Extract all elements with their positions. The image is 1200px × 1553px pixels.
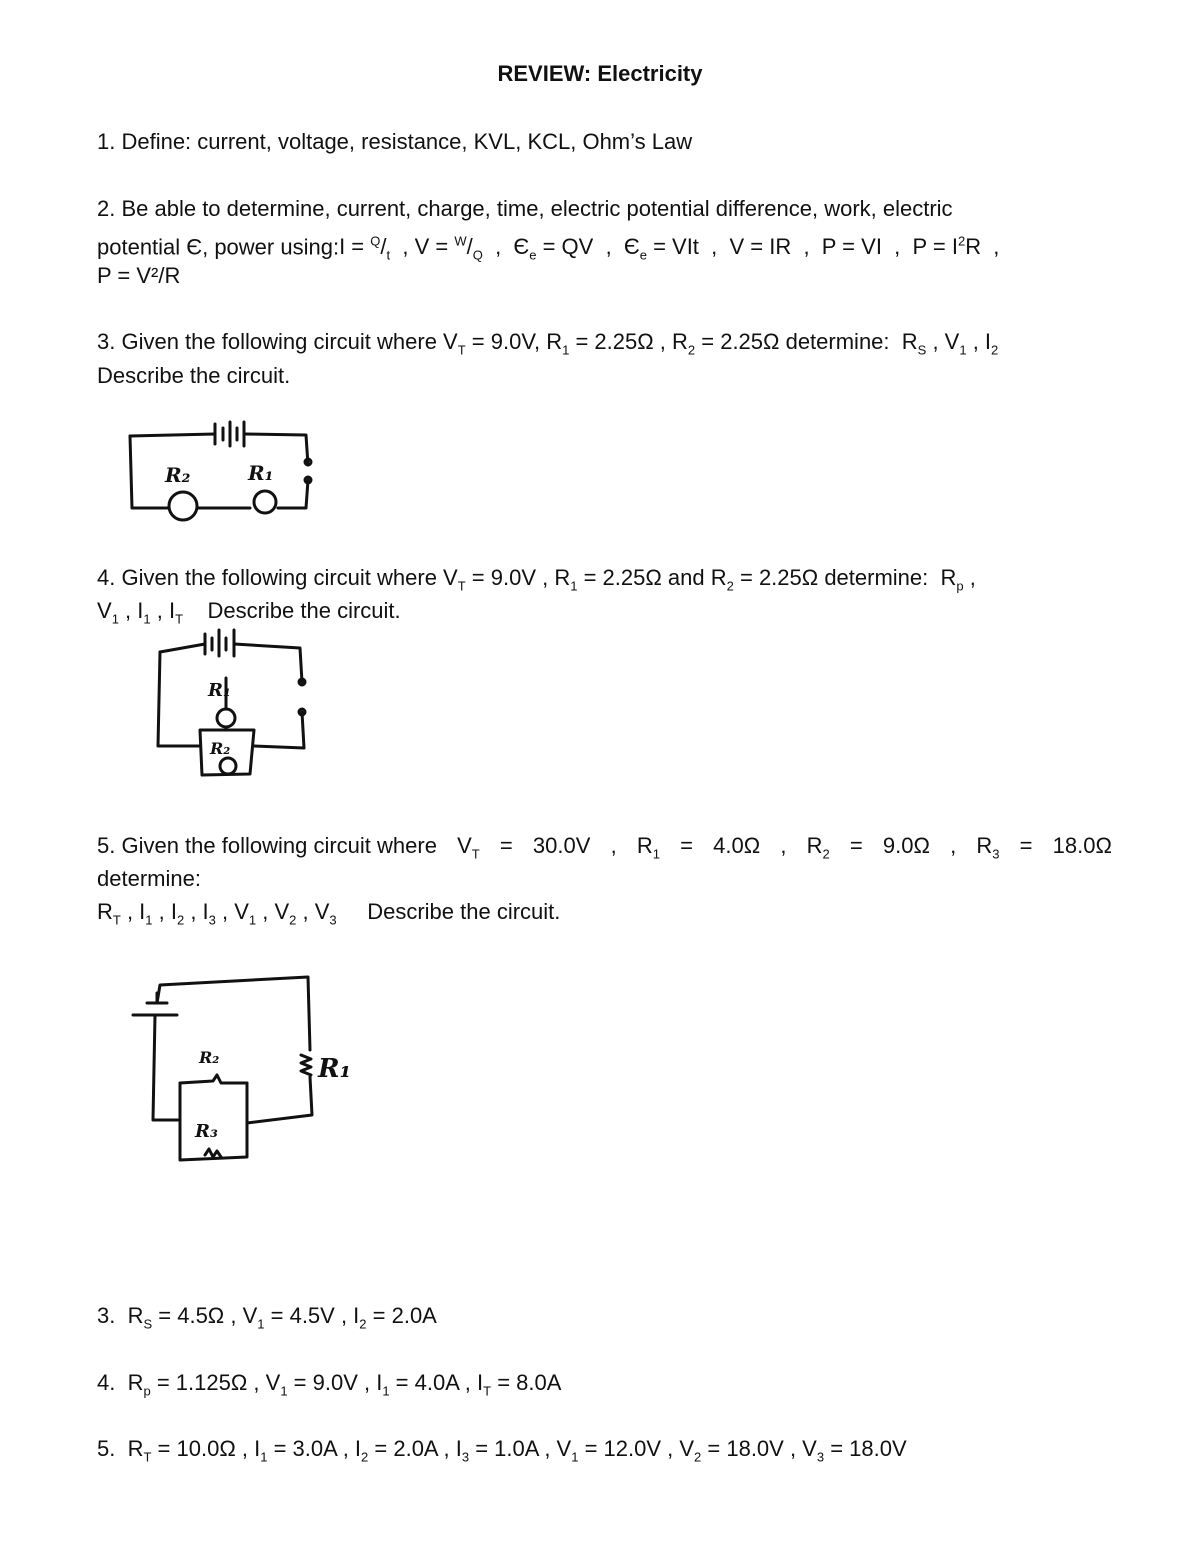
page-title: REVIEW: Electricity [497, 61, 703, 86]
question-4-line-1: 4. Given the following circuit where $V_T = 9.0V$ , $R_1 = 2.25\Omega$ and $R_2 = 2.25\Omega$ determine: $R_p$ , [97, 565, 976, 594]
question-1: 1. Define: current, voltage, resistance, KVL, KCL, Ohm’s Law [97, 129, 693, 154]
question-5-line-3: $R_T$ , $I_1$ , $I_2$ , $I_3$ , $V_1$ , $V_2$ , $V_3$ Describe the circuit. [97, 899, 561, 928]
question-2-line-2 [97, 226, 999, 272]
circuit-label-r2: R₂ [199, 1048, 220, 1067]
question-3-prefix: 3. Given the following circuit where [97, 329, 437, 354]
question-5-line-2: determine: [97, 866, 201, 891]
answer-3: 3. $R_S = 4.5\Omega$ , $V_1 = 4.5V$ , $I_2 = 2.0A$ [97, 1303, 437, 1332]
formula-list: $I = ^Q/_t$ , $V = ^W/_Q$ , $Є_e$ = QV , $Є_e$ = VIt , V = IR , P = VI , $P = I^2R$ , [339, 234, 1000, 263]
question-4-prefix: 4. Given the following circuit where [97, 565, 437, 590]
question-5-prefix: 5. Given the following circuit where [97, 833, 437, 858]
answer-5: 5. $R_T = 10.0\Omega$ , $I_1 = 3.0A$ , $I_2 = 2.0A$ , $I_3 = 1.0A$ , $V_1 = 12.0V$ , $V_2 = 18.0V$ , $V_3 = 18.0V$ [97, 1436, 907, 1465]
answer-4-label: 4. [97, 1370, 116, 1395]
question-2-line-1: 2. Be able to determine, current, charge, time, electric potential difference, work, electric [97, 196, 953, 221]
parallel-circuit-diagram [150, 620, 320, 785]
answer-4: 4. $R_p = 1.125\Omega$ , $V_1 = 9.0V$ , $I_1 = 4.0A$ , $I_T = 8.0A$ [97, 1370, 562, 1399]
circuit-label-r1: R₁ [208, 680, 231, 701]
circuit-label-r1: R₁ [318, 1054, 351, 1084]
question-5-describe: Describe the circuit. [367, 899, 561, 924]
circuit-label-r2: R₂ [210, 739, 231, 758]
question-4-line-2: $V_1$ , $I_1$ , $I_T$ Describe the circuit. [97, 598, 401, 627]
question-5-line-1: 5. Given the following circuit where $V_T$ = 30.0V , $R_1$ = 4.0Ω , $R_2$ = 9.0Ω , $R_3$ = 18.0Ω [97, 830, 1112, 870]
answer-5-label: 5. [97, 1436, 116, 1461]
question-3-line-2: Describe the circuit. [97, 363, 291, 388]
circuit-label-r1: R₁ [248, 461, 274, 485]
question-2-prefix: potential Є, power using: [97, 234, 340, 260]
circuit-label-r2: R₂ [165, 463, 191, 487]
answer-3-label: 3. [97, 1303, 116, 1328]
question-3-line-1: 3. Given the following circuit where $V_T = 9.0V$, $R_1 = 2.25\Omega$ , $R_2 = 2.25\Omega$ determine: $R_S$ , $V_1$ , $I_2$ [97, 329, 999, 358]
combination-circuit-diagram [125, 965, 365, 1170]
question-4-describe: Describe the circuit. [207, 598, 401, 623]
question-2-line-3: P = V²/R [97, 263, 181, 288]
circuit-label-r3: R₃ [195, 1121, 218, 1142]
series-circuit-diagram [120, 410, 330, 525]
